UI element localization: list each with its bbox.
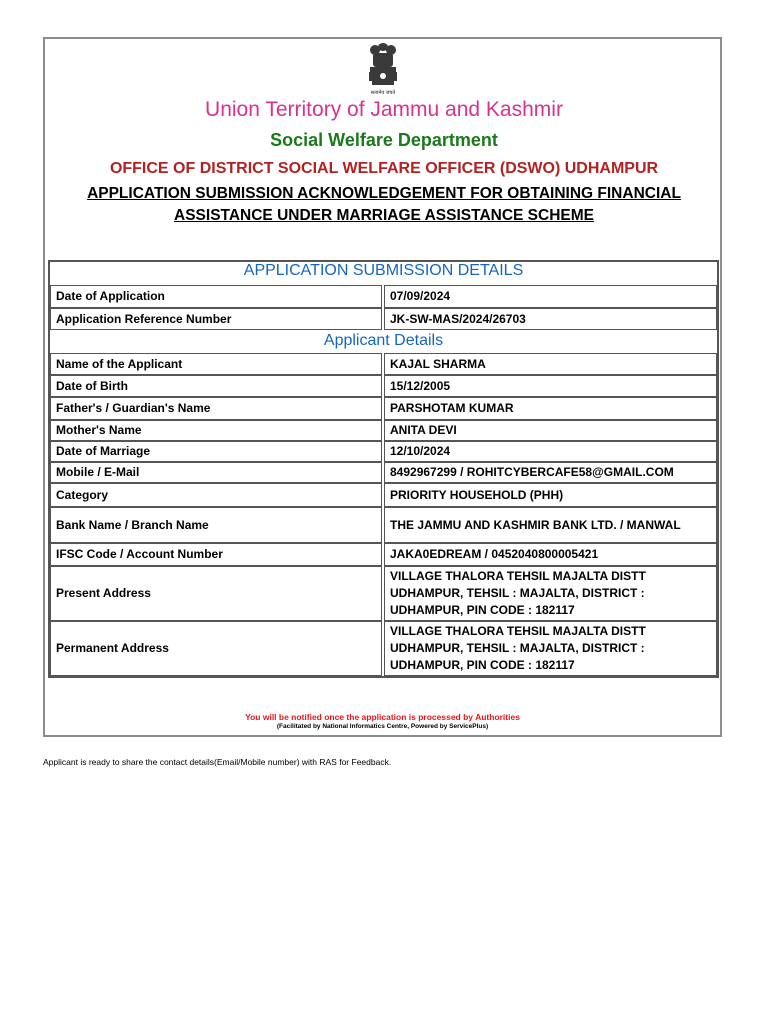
table-row bbox=[50, 397, 717, 420]
row-value: VILLAGE THALORA TEHSIL MAJALTA DISTT UDHAMPUR, TEHSIL : MAJALTA, DISTRICT : UDHAMPUR, PIN CODE : 182117 bbox=[384, 566, 717, 621]
row-label: Father's / Guardian's Name bbox=[50, 397, 382, 420]
row-value: 12/10/2024 bbox=[384, 441, 717, 462]
table-row bbox=[50, 375, 717, 397]
table-row bbox=[50, 441, 717, 462]
acknowledgement-heading: APPLICATION SUBMISSION ACKNOWLEDGEMENT FOR OBTAINING FINANCIAL ASSISTANCE UNDER MARRIAGE ASSISTANCE SCHEME bbox=[87, 185, 681, 224]
table-row bbox=[50, 308, 717, 330]
applicant-details-title: Applicant Details bbox=[323, 332, 444, 349]
row-value: VILLAGE THALORA TEHSIL MAJALTA DISTT UDHAMPUR, TEHSIL : MAJALTA, DISTRICT : UDHAMPUR, PIN CODE : 182117 bbox=[384, 621, 717, 676]
row-value: 15/12/2005 bbox=[384, 375, 717, 397]
table-row bbox=[50, 507, 717, 543]
feedback-consent-note: Applicant is ready to share the contact details(Email/Mobile number) with RAS for Feedback. bbox=[43, 757, 392, 767]
office-heading: OFFICE OF DISTRICT SOCIAL WELFARE OFFICER (DSWO) UDHAMPUR bbox=[109, 160, 659, 177]
row-value: ANITA DEVI bbox=[384, 420, 717, 441]
department-heading: Social Welfare Department bbox=[270, 130, 498, 150]
row-label: Bank Name / Branch Name bbox=[50, 507, 382, 543]
table-row bbox=[50, 462, 717, 483]
row-label: Permanent Address bbox=[50, 621, 382, 676]
row-label: Category bbox=[50, 483, 382, 507]
row-label: Name of the Applicant bbox=[50, 353, 382, 375]
national-emblem-icon bbox=[366, 40, 400, 92]
row-label: Mother's Name bbox=[50, 420, 382, 441]
table-row bbox=[50, 566, 717, 621]
row-label: Date of Application bbox=[50, 285, 382, 308]
row-value: JAKA0EDREAM / 0452040800005421 bbox=[384, 543, 717, 566]
row-value: 8492967299 / ROHITCYBERCAFE58@GMAIL.COM bbox=[384, 462, 717, 483]
table-row bbox=[50, 353, 717, 375]
row-label: Present Address bbox=[50, 566, 382, 621]
processing-notice: You will be notified once the application is processed by Authorities bbox=[245, 712, 520, 722]
table-row bbox=[50, 285, 717, 308]
facilitated-note: (Facilitated by National Informatics Centre, Powered by ServicePlus) bbox=[276, 723, 489, 730]
row-value: PRIORITY HOUSEHOLD (PHH) bbox=[384, 483, 717, 507]
emblem-motto: सत्यमेव जयते bbox=[370, 90, 396, 96]
table-row bbox=[50, 543, 717, 566]
row-label: Date of Birth bbox=[50, 375, 382, 397]
row-value: 07/09/2024 bbox=[384, 285, 717, 308]
row-value: THE JAMMU AND KASHMIR BANK LTD. / MANWAL bbox=[384, 507, 717, 543]
row-value: JK-SW-MAS/2024/26703 bbox=[384, 308, 717, 330]
row-label: Date of Marriage bbox=[50, 441, 382, 462]
territory-heading: Union Territory of Jammu and Kashmir bbox=[205, 98, 563, 121]
row-label: Application Reference Number bbox=[50, 308, 382, 330]
row-label: Mobile / E-Mail bbox=[50, 462, 382, 483]
row-value: PARSHOTAM KUMAR bbox=[384, 397, 717, 420]
table-row bbox=[50, 483, 717, 507]
table-row bbox=[50, 420, 717, 441]
row-label: IFSC Code / Account Number bbox=[50, 543, 382, 566]
submission-details-title: APPLICATION SUBMISSION DETAILS bbox=[243, 262, 524, 279]
row-value: KAJAL SHARMA bbox=[384, 353, 717, 375]
table-row bbox=[50, 621, 717, 676]
